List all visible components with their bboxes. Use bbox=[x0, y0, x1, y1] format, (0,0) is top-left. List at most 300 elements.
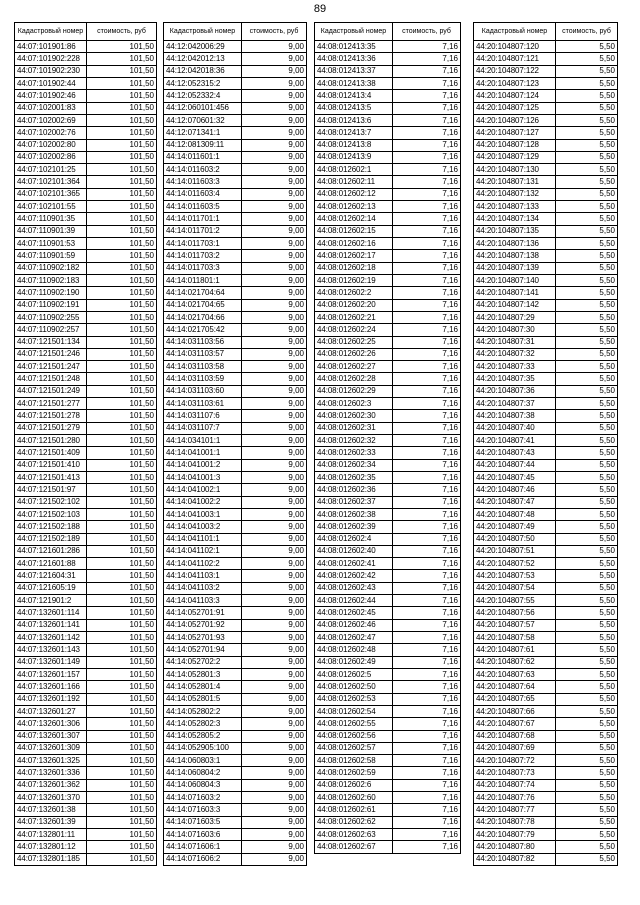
cost-cell: 5,50 bbox=[556, 853, 618, 865]
cadastral-table-4 bbox=[473, 22, 618, 866]
cost-cell: 9,00 bbox=[242, 595, 307, 607]
cost-cell: 101,50 bbox=[87, 718, 157, 730]
cost-cell: 5,50 bbox=[556, 570, 618, 582]
cadastral-number-cell: 44:14:041003:2 bbox=[164, 521, 242, 533]
table-row bbox=[15, 459, 157, 471]
cadastral-number-cell: 44:14:052801:3 bbox=[164, 668, 242, 680]
cadastral-number-cell: 44:08:012602:40 bbox=[315, 545, 393, 557]
cadastral-number-cell: 44:20:104807:82 bbox=[474, 853, 556, 865]
cost-cell: 5,50 bbox=[556, 188, 618, 200]
cadastral-number-cell: 44:08:012602:42 bbox=[315, 570, 393, 582]
cost-cell: 101,50 bbox=[87, 582, 157, 594]
cost-cell: 7,16 bbox=[393, 644, 461, 656]
cost-cell: 7,16 bbox=[393, 607, 461, 619]
cadastral-number-cell: 44:07:132801:185 bbox=[15, 853, 87, 865]
cost-cell: 101,50 bbox=[87, 287, 157, 299]
cadastral-number-cell: 44:07:110902:190 bbox=[15, 287, 87, 299]
table-row bbox=[15, 718, 157, 730]
cadastral-number-cell: 44:20:104807:58 bbox=[474, 632, 556, 644]
table-row bbox=[164, 102, 307, 114]
cost-cell: 9,00 bbox=[242, 274, 307, 286]
cost-cell: 101,50 bbox=[87, 41, 157, 53]
table-row bbox=[315, 361, 461, 373]
table-row bbox=[315, 644, 461, 656]
cost-cell: 5,50 bbox=[556, 607, 618, 619]
table-row bbox=[315, 545, 461, 557]
cadastral-number-cell: 44:14:011603:5 bbox=[164, 201, 242, 213]
cadastral-number-cell: 44:14:071603:5 bbox=[164, 816, 242, 828]
table-row bbox=[164, 459, 307, 471]
cost-cell: 7,16 bbox=[393, 730, 461, 742]
table-row bbox=[474, 213, 618, 225]
cost-cell: 101,50 bbox=[87, 262, 157, 274]
table-row bbox=[474, 841, 618, 853]
table-row bbox=[164, 816, 307, 828]
table-row bbox=[15, 533, 157, 545]
cadastral-number-cell: 44:20:104807:76 bbox=[474, 792, 556, 804]
table-row bbox=[15, 447, 157, 459]
table-header-row bbox=[164, 23, 307, 41]
column-header-cost: стоимость, руб bbox=[556, 23, 618, 41]
cost-cell: 9,00 bbox=[242, 755, 307, 767]
cost-cell: 5,50 bbox=[556, 65, 618, 77]
table-row bbox=[315, 816, 461, 828]
table-row bbox=[474, 139, 618, 151]
cadastral-number-cell: 44:20:104807:132 bbox=[474, 188, 556, 200]
cost-cell: 9,00 bbox=[242, 164, 307, 176]
table-row bbox=[474, 299, 618, 311]
cost-cell: 5,50 bbox=[556, 521, 618, 533]
cost-cell: 7,16 bbox=[393, 779, 461, 791]
table-row bbox=[315, 410, 461, 422]
cadastral-number-cell: 44:12:042006:29 bbox=[164, 41, 242, 53]
cost-cell: 7,16 bbox=[393, 681, 461, 693]
table-row bbox=[315, 385, 461, 397]
table-row bbox=[15, 53, 157, 65]
cadastral-number-cell: 44:07:110901:59 bbox=[15, 250, 87, 262]
cost-cell: 9,00 bbox=[242, 632, 307, 644]
cost-cell: 7,16 bbox=[393, 841, 461, 853]
cadastral-number-cell: 44:20:104807:126 bbox=[474, 114, 556, 126]
table-row bbox=[164, 718, 307, 730]
cadastral-number-cell: 44:08:012602:39 bbox=[315, 521, 393, 533]
cost-cell: 101,50 bbox=[87, 225, 157, 237]
table-row bbox=[315, 829, 461, 841]
table-row bbox=[15, 545, 157, 557]
cadastral-number-cell: 44:08:012413:5 bbox=[315, 102, 393, 114]
cost-cell: 9,00 bbox=[242, 705, 307, 717]
cost-cell: 5,50 bbox=[556, 422, 618, 434]
table-row bbox=[164, 508, 307, 520]
cadastral-number-cell: 44:08:012602:61 bbox=[315, 804, 393, 816]
table-row bbox=[474, 262, 618, 274]
cost-cell: 5,50 bbox=[556, 792, 618, 804]
cost-cell: 9,00 bbox=[242, 398, 307, 410]
cadastral-number-cell: 44:07:121501:97 bbox=[15, 484, 87, 496]
cost-cell: 5,50 bbox=[556, 287, 618, 299]
cadastral-number-cell: 44:08:012413:9 bbox=[315, 151, 393, 163]
cost-cell: 7,16 bbox=[393, 299, 461, 311]
cadastral-number-cell: 44:20:104807:141 bbox=[474, 287, 556, 299]
table-row bbox=[164, 336, 307, 348]
cadastral-number-cell: 44:14:031103:59 bbox=[164, 373, 242, 385]
cost-cell: 5,50 bbox=[556, 595, 618, 607]
table-row bbox=[15, 164, 157, 176]
cadastral-number-cell: 44:07:121501:247 bbox=[15, 361, 87, 373]
cadastral-number-cell: 44:08:012602:25 bbox=[315, 336, 393, 348]
cadastral-number-cell: 44:07:121901:2 bbox=[15, 595, 87, 607]
table-row bbox=[15, 471, 157, 483]
cost-cell: 9,00 bbox=[242, 570, 307, 582]
cost-cell: 101,50 bbox=[87, 336, 157, 348]
cadastral-number-cell: 44:08:012602:45 bbox=[315, 607, 393, 619]
cadastral-number-cell: 44:08:012602:55 bbox=[315, 718, 393, 730]
cost-cell: 5,50 bbox=[556, 841, 618, 853]
table-row bbox=[15, 77, 157, 89]
cadastral-number-cell: 44:14:052702:2 bbox=[164, 656, 242, 668]
cost-cell: 5,50 bbox=[556, 447, 618, 459]
cost-cell: 7,16 bbox=[393, 595, 461, 607]
table-row bbox=[474, 324, 618, 336]
table-row bbox=[164, 656, 307, 668]
cadastral-number-cell: 44:14:071603:3 bbox=[164, 804, 242, 816]
table-row bbox=[15, 681, 157, 693]
table-row bbox=[474, 644, 618, 656]
cadastral-number-cell: 44:08:012602:32 bbox=[315, 435, 393, 447]
cost-cell: 101,50 bbox=[87, 816, 157, 828]
cost-cell: 9,00 bbox=[242, 238, 307, 250]
cost-cell: 101,50 bbox=[87, 668, 157, 680]
cadastral-table-1 bbox=[14, 22, 157, 866]
cadastral-number-cell: 44:14:031103:58 bbox=[164, 361, 242, 373]
table-row bbox=[164, 274, 307, 286]
cadastral-number-cell: 44:20:104807:72 bbox=[474, 755, 556, 767]
cadastral-table-2 bbox=[163, 22, 307, 866]
cadastral-number-cell: 44:20:104807:46 bbox=[474, 484, 556, 496]
table-row bbox=[15, 779, 157, 791]
cost-cell: 7,16 bbox=[393, 582, 461, 594]
cadastral-number-cell: 44:20:104807:123 bbox=[474, 77, 556, 89]
cost-cell: 7,16 bbox=[393, 459, 461, 471]
cadastral-number-cell: 44:20:104807:124 bbox=[474, 90, 556, 102]
cadastral-number-cell: 44:08:012602:24 bbox=[315, 324, 393, 336]
cost-cell: 5,50 bbox=[556, 508, 618, 520]
cost-cell: 101,50 bbox=[87, 607, 157, 619]
cadastral-number-cell: 44:07:132601:143 bbox=[15, 644, 87, 656]
cadastral-number-cell: 44:14:011703:3 bbox=[164, 262, 242, 274]
table-row bbox=[315, 730, 461, 742]
table-row bbox=[164, 742, 307, 754]
cadastral-number-cell: 44:20:104807:133 bbox=[474, 201, 556, 213]
cadastral-number-cell: 44:20:104807:63 bbox=[474, 668, 556, 680]
cadastral-number-cell: 44:14:011601:1 bbox=[164, 151, 242, 163]
table-row bbox=[474, 311, 618, 323]
cadastral-number-cell: 44:07:132801:12 bbox=[15, 841, 87, 853]
cadastral-number-cell: 44:08:012602:27 bbox=[315, 361, 393, 373]
cost-cell: 9,00 bbox=[242, 225, 307, 237]
cadastral-number-cell: 44:07:101902:230 bbox=[15, 65, 87, 77]
cost-cell: 101,50 bbox=[87, 804, 157, 816]
cadastral-number-cell: 44:07:121502:189 bbox=[15, 533, 87, 545]
table-row bbox=[164, 853, 307, 865]
cost-cell: 7,16 bbox=[393, 65, 461, 77]
table-row bbox=[474, 755, 618, 767]
cadastral-number-cell: 44:14:021704:65 bbox=[164, 299, 242, 311]
cost-cell: 101,50 bbox=[87, 213, 157, 225]
cost-cell: 9,00 bbox=[242, 188, 307, 200]
cost-cell: 101,50 bbox=[87, 853, 157, 865]
cadastral-number-cell: 44:08:012602:15 bbox=[315, 225, 393, 237]
cost-cell: 7,16 bbox=[393, 742, 461, 754]
cadastral-number-cell: 44:07:121501:280 bbox=[15, 435, 87, 447]
cadastral-number-cell: 44:20:104807:62 bbox=[474, 656, 556, 668]
table-row bbox=[474, 422, 618, 434]
table-row bbox=[164, 644, 307, 656]
cost-cell: 101,50 bbox=[87, 299, 157, 311]
table-row bbox=[474, 274, 618, 286]
table-row bbox=[15, 804, 157, 816]
table-row bbox=[15, 755, 157, 767]
cadastral-number-cell: 44:07:132601:27 bbox=[15, 705, 87, 717]
cadastral-number-cell: 44:08:012602:19 bbox=[315, 274, 393, 286]
cadastral-number-cell: 44:14:041101:1 bbox=[164, 533, 242, 545]
cost-cell: 9,00 bbox=[242, 471, 307, 483]
table-row bbox=[164, 545, 307, 557]
cadastral-number-cell: 44:08:012602:11 bbox=[315, 176, 393, 188]
cadastral-number-cell: 44:14:031103:60 bbox=[164, 385, 242, 397]
cadastral-number-cell: 44:14:060804:3 bbox=[164, 779, 242, 791]
cadastral-number-cell: 44:14:011703:1 bbox=[164, 238, 242, 250]
cadastral-number-cell: 44:14:041001:2 bbox=[164, 459, 242, 471]
cadastral-number-cell: 44:07:132601:141 bbox=[15, 619, 87, 631]
cost-cell: 101,50 bbox=[87, 644, 157, 656]
cadastral-number-cell: 44:07:121502:188 bbox=[15, 521, 87, 533]
cost-cell: 9,00 bbox=[242, 213, 307, 225]
cost-cell: 7,16 bbox=[393, 545, 461, 557]
table-row bbox=[164, 41, 307, 53]
cadastral-number-cell: 44:14:060804:2 bbox=[164, 767, 242, 779]
cadastral-number-cell: 44:20:104807:61 bbox=[474, 644, 556, 656]
cadastral-number-cell: 44:14:011603:2 bbox=[164, 164, 242, 176]
cadastral-number-cell: 44:20:104807:43 bbox=[474, 447, 556, 459]
table-row bbox=[164, 114, 307, 126]
cost-cell: 5,50 bbox=[556, 90, 618, 102]
table-row bbox=[315, 114, 461, 126]
table-row bbox=[15, 435, 157, 447]
table-row bbox=[315, 595, 461, 607]
cadastral-number-cell: 44:14:031107:6 bbox=[164, 410, 242, 422]
table-row bbox=[474, 151, 618, 163]
table-row bbox=[15, 348, 157, 360]
table-row bbox=[315, 311, 461, 323]
table-row bbox=[474, 471, 618, 483]
table-row bbox=[164, 779, 307, 791]
cost-cell: 9,00 bbox=[242, 829, 307, 841]
cost-cell: 7,16 bbox=[393, 274, 461, 286]
table-row bbox=[15, 742, 157, 754]
cost-cell: 5,50 bbox=[556, 582, 618, 594]
table-row bbox=[315, 164, 461, 176]
cadastral-number-cell: 44:20:104807:139 bbox=[474, 262, 556, 274]
cadastral-number-cell: 44:14:052905:100 bbox=[164, 742, 242, 754]
table-row bbox=[474, 398, 618, 410]
table-row bbox=[315, 127, 461, 139]
table-row bbox=[474, 705, 618, 717]
table-row bbox=[474, 435, 618, 447]
cost-cell: 5,50 bbox=[556, 274, 618, 286]
cadastral-number-cell: 44:08:012602:1 bbox=[315, 164, 393, 176]
cost-cell: 5,50 bbox=[556, 632, 618, 644]
cadastral-number-cell: 44:20:104807:134 bbox=[474, 213, 556, 225]
cost-cell: 5,50 bbox=[556, 77, 618, 89]
cost-cell: 9,00 bbox=[242, 742, 307, 754]
table-row bbox=[474, 558, 618, 570]
cost-cell: 101,50 bbox=[87, 311, 157, 323]
cadastral-number-cell: 44:20:104807:54 bbox=[474, 582, 556, 594]
cost-cell: 7,16 bbox=[393, 422, 461, 434]
cost-cell: 101,50 bbox=[87, 619, 157, 631]
cadastral-number-cell: 44:08:012602:17 bbox=[315, 250, 393, 262]
table-row bbox=[315, 619, 461, 631]
cost-cell: 7,16 bbox=[393, 324, 461, 336]
cadastral-number-cell: 44:07:121501:410 bbox=[15, 459, 87, 471]
cost-cell: 5,50 bbox=[556, 373, 618, 385]
table-row bbox=[474, 656, 618, 668]
cadastral-number-cell: 44:07:132601:114 bbox=[15, 607, 87, 619]
cost-cell: 101,50 bbox=[87, 496, 157, 508]
table-row bbox=[15, 422, 157, 434]
table-row bbox=[474, 521, 618, 533]
cadastral-number-cell: 44:08:012413:37 bbox=[315, 65, 393, 77]
cadastral-number-cell: 44:20:104807:136 bbox=[474, 238, 556, 250]
cost-cell: 7,16 bbox=[393, 176, 461, 188]
cost-cell: 5,50 bbox=[556, 201, 618, 213]
cadastral-number-cell: 44:07:132601:38 bbox=[15, 804, 87, 816]
table-row bbox=[315, 533, 461, 545]
table-row bbox=[164, 595, 307, 607]
table-row bbox=[315, 176, 461, 188]
cadastral-number-cell: 44:14:041002:2 bbox=[164, 496, 242, 508]
table-row bbox=[315, 53, 461, 65]
cadastral-number-cell: 44:14:041002:1 bbox=[164, 484, 242, 496]
cadastral-number-cell: 44:08:012602:30 bbox=[315, 410, 393, 422]
cadastral-number-cell: 44:20:104807:47 bbox=[474, 496, 556, 508]
table-row bbox=[15, 201, 157, 213]
cadastral-number-cell: 44:14:052802:3 bbox=[164, 718, 242, 730]
table-row bbox=[474, 361, 618, 373]
cost-cell: 9,00 bbox=[242, 804, 307, 816]
table-row bbox=[474, 201, 618, 213]
cost-cell: 5,50 bbox=[556, 311, 618, 323]
cadastral-number-cell: 44:08:012602:13 bbox=[315, 201, 393, 213]
table-row bbox=[315, 188, 461, 200]
cost-cell: 9,00 bbox=[242, 779, 307, 791]
table-row bbox=[315, 102, 461, 114]
table-row bbox=[15, 114, 157, 126]
cost-cell: 5,50 bbox=[556, 324, 618, 336]
table-row bbox=[15, 151, 157, 163]
cost-cell: 5,50 bbox=[556, 644, 618, 656]
cadastral-number-cell: 44:07:132601:370 bbox=[15, 792, 87, 804]
cost-cell: 5,50 bbox=[556, 348, 618, 360]
cadastral-number-cell: 44:07:132601:192 bbox=[15, 693, 87, 705]
cost-cell: 101,50 bbox=[87, 693, 157, 705]
table-row bbox=[164, 435, 307, 447]
table-row bbox=[315, 484, 461, 496]
cost-cell: 101,50 bbox=[87, 77, 157, 89]
table-row bbox=[164, 705, 307, 717]
table-row bbox=[15, 595, 157, 607]
table-row bbox=[315, 508, 461, 520]
cost-cell: 9,00 bbox=[242, 90, 307, 102]
table-row bbox=[15, 188, 157, 200]
table-row bbox=[474, 730, 618, 742]
cost-cell: 9,00 bbox=[242, 336, 307, 348]
cost-cell: 7,16 bbox=[393, 188, 461, 200]
table-row bbox=[474, 65, 618, 77]
table-row bbox=[15, 213, 157, 225]
column-header-number: Кадастровый номер bbox=[474, 23, 556, 41]
cadastral-number-cell: 44:20:104807:36 bbox=[474, 385, 556, 397]
cadastral-number-cell: 44:08:012602:62 bbox=[315, 816, 393, 828]
cadastral-number-cell: 44:20:104807:69 bbox=[474, 742, 556, 754]
table-row bbox=[315, 804, 461, 816]
cost-cell: 101,50 bbox=[87, 176, 157, 188]
table-row bbox=[474, 496, 618, 508]
table-row bbox=[15, 102, 157, 114]
table-row bbox=[315, 373, 461, 385]
table-row bbox=[474, 102, 618, 114]
cadastral-number-cell: 44:08:012602:2 bbox=[315, 287, 393, 299]
cost-cell: 9,00 bbox=[242, 373, 307, 385]
cost-cell: 9,00 bbox=[242, 558, 307, 570]
cost-cell: 9,00 bbox=[242, 176, 307, 188]
cadastral-table-3 bbox=[314, 22, 461, 854]
table-row bbox=[315, 705, 461, 717]
cadastral-number-cell: 44:07:102002:86 bbox=[15, 151, 87, 163]
table-row bbox=[315, 558, 461, 570]
table-row bbox=[15, 496, 157, 508]
table-row bbox=[474, 336, 618, 348]
cost-cell: 7,16 bbox=[393, 619, 461, 631]
table-row bbox=[164, 422, 307, 434]
table-row bbox=[474, 792, 618, 804]
cadastral-number-cell: 44:20:104807:53 bbox=[474, 570, 556, 582]
table-row bbox=[15, 853, 157, 865]
cadastral-number-cell: 44:20:104807:120 bbox=[474, 41, 556, 53]
table-row bbox=[315, 496, 461, 508]
table-row bbox=[164, 213, 307, 225]
cost-cell: 9,00 bbox=[242, 410, 307, 422]
cadastral-number-cell: 44:20:104807:140 bbox=[474, 274, 556, 286]
cost-cell: 9,00 bbox=[242, 484, 307, 496]
cost-cell: 7,16 bbox=[393, 792, 461, 804]
table-row bbox=[474, 816, 618, 828]
table-row bbox=[315, 607, 461, 619]
cost-cell: 101,50 bbox=[87, 595, 157, 607]
cost-cell: 7,16 bbox=[393, 213, 461, 225]
table-row bbox=[474, 127, 618, 139]
cost-cell: 5,50 bbox=[556, 755, 618, 767]
cadastral-number-cell: 44:14:031103:56 bbox=[164, 336, 242, 348]
cadastral-number-cell: 44:07:102101:55 bbox=[15, 201, 87, 213]
cost-cell: 7,16 bbox=[393, 447, 461, 459]
table-row bbox=[15, 508, 157, 520]
cost-cell: 5,50 bbox=[556, 718, 618, 730]
cost-cell: 101,50 bbox=[87, 274, 157, 286]
table-row bbox=[474, 164, 618, 176]
cadastral-number-cell: 44:08:012602:58 bbox=[315, 755, 393, 767]
